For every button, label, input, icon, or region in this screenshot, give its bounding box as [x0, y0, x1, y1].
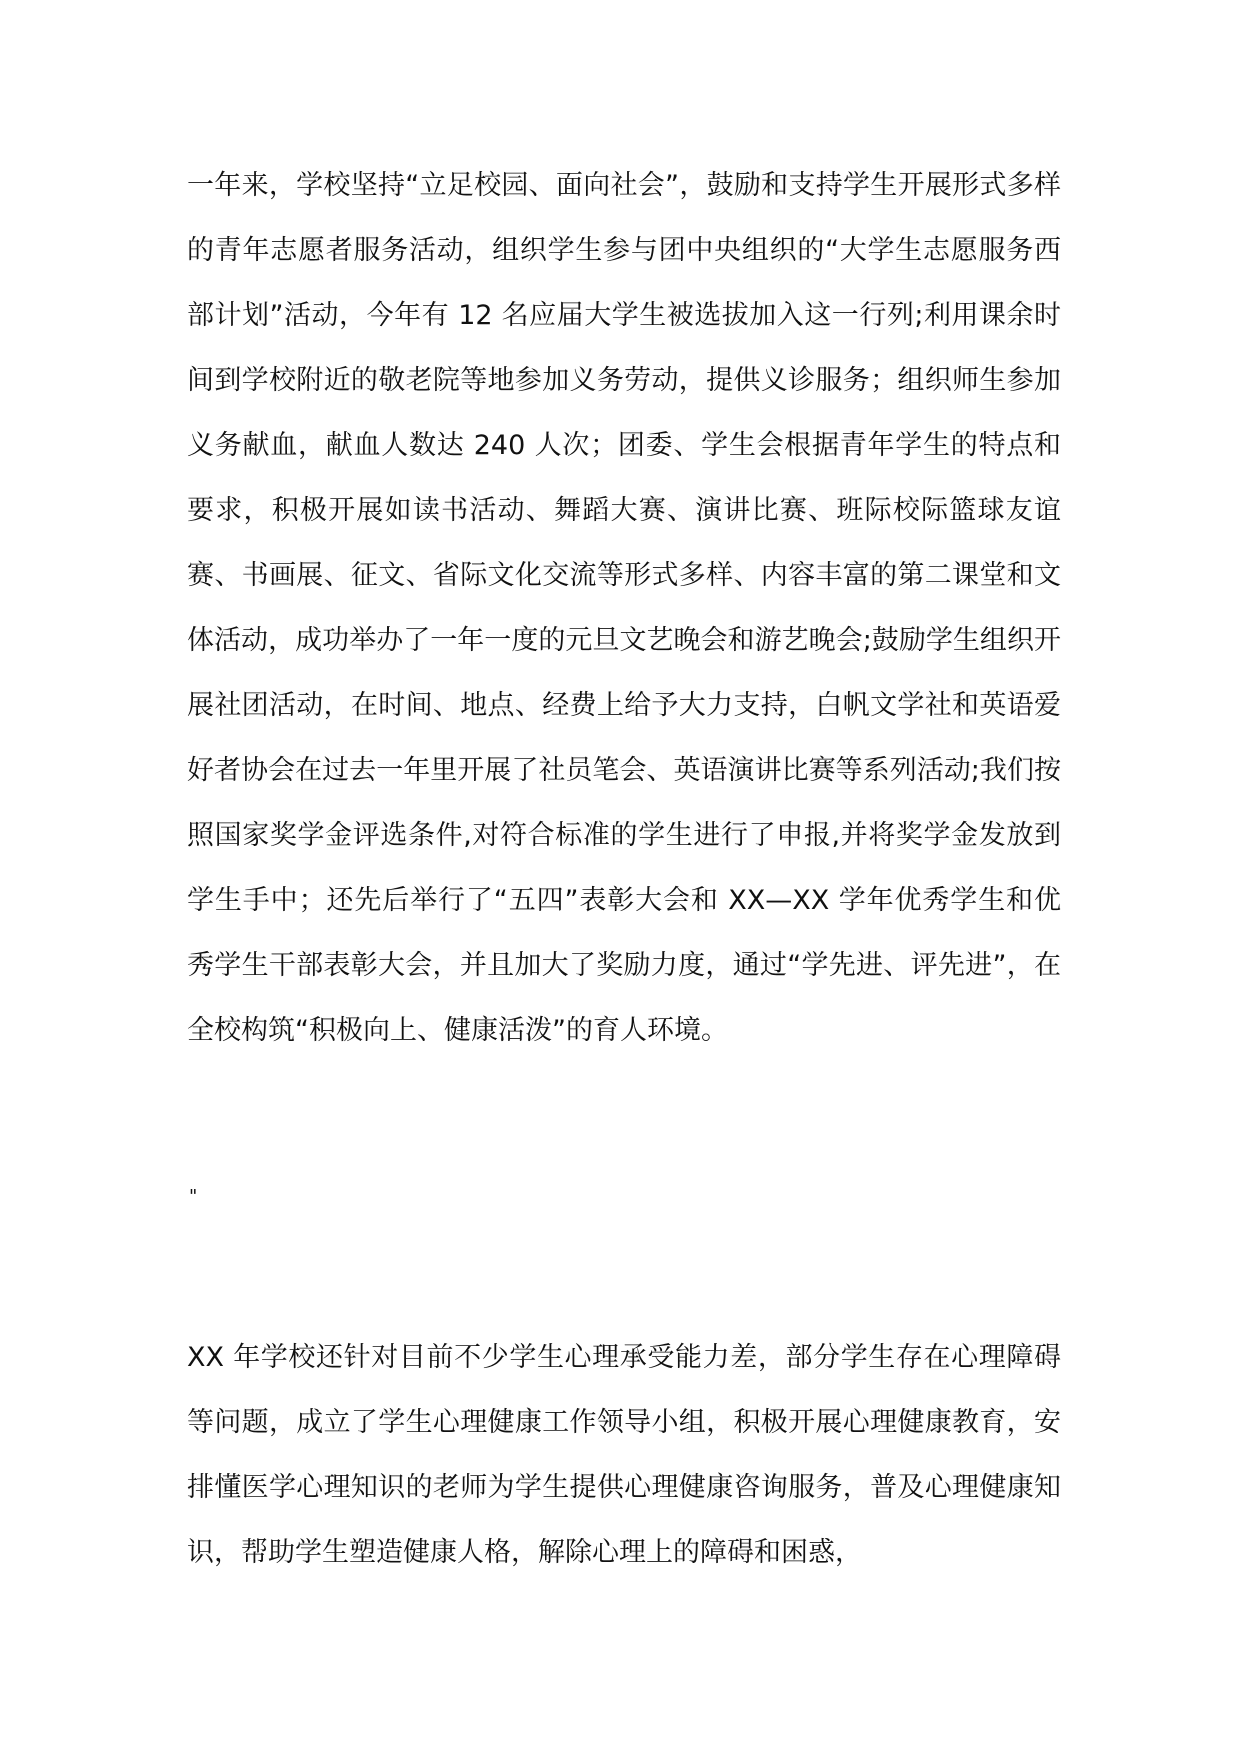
body-paragraph-2: XX 年学校还针对目前不少学生心理承受能力差，部分学生存在心理障碍等问题，成立了学生心理健康工作领导小组，积极开展心理健康教育，安排懂医学心理知识的老师为学生提供心理健康咨询服务，普及心理健康知识，帮助学生塑造健康人格，解除心理上的障碍和困惑，: [187, 1342, 1061, 1568]
body-paragraph-1: 一年来，学校坚持“立足校园、面向社会”，鼓励和支持学生开展形式多样的青年志愿者服务活动，组织学生参与团中央组织的“大学生志愿服务西部计划”活动，今年有 12 名应届大学生被选拔加入这一行列;利用课余时间到学校附近的敬老院等地参加义务劳动，提供义诊服务；组织师生参加义务献血，献血人数达 240 人次；团委、学生会根据青年学生的特点和要求，积极开展如读书活动、舞蹈大赛、演讲比赛、班际校际篮球友谊赛、书画展、征文、省际文化交流等形式多样、内容丰富的第二课堂和文体活动，成功举办了一年一度的元旦文艺晚会和游艺晚会;鼓励学生组织开展社团活动，在时间、地点、经费上给予大力支持，白帆文学社和英语爱好者协会在过去一年里开展了社员笔会、英语演讲比赛等系列活动;我们按照国家奖学金评选条件,对符合标准的学生进行了申报,并将奖学金发放到学生手中；还先后举行了“五四”表彰大会和 XX—XX 学年优秀学生和优秀学生干部表彰大会，并且加大了奖励力度，通过“学先进、评先进”，在全校构筑“积极向上、健康活泼”的育人环境。: [187, 170, 1061, 1046]
separator-mark: ": [189, 1186, 198, 1207]
